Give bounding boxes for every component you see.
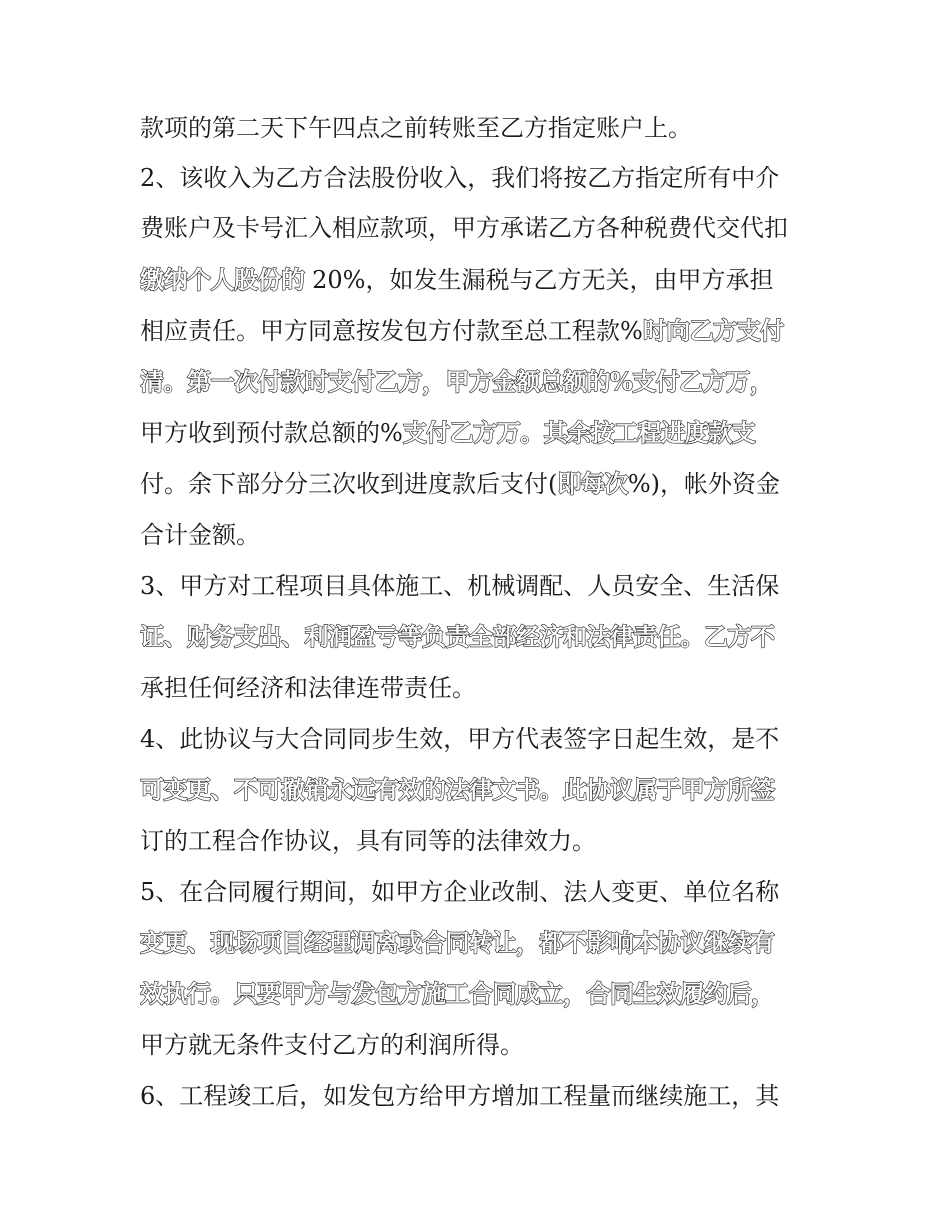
text-line xyxy=(140,1030,820,1060)
text-line xyxy=(140,622,820,652)
text-line xyxy=(140,367,820,397)
outlined-text-segment: 可变更、不可撤销永远有效的法律文书。此协议属于甲方所签 xyxy=(140,775,775,804)
text-segment: 承担任何经济和法律连带责任。 xyxy=(140,674,476,702)
outlined-text-segment: 时向乙方支付 xyxy=(642,316,784,345)
text-segment: 4、此协议与大合同同步生效，甲方代表签字日起生效，是不 xyxy=(140,725,780,753)
text-segment: 款项的第二天下午四点之前转账至乙方指定账户上。 xyxy=(140,114,692,142)
text-line xyxy=(140,265,820,295)
text-line xyxy=(140,520,820,550)
text-line xyxy=(140,928,820,958)
text-line xyxy=(140,316,820,346)
text-segment: 费账户及卡号汇入相应款项，甲方承诺乙方各种税费代交代扣 xyxy=(140,214,788,242)
text-segment: 甲方收到预付款总额的% xyxy=(140,419,403,447)
text-line xyxy=(140,877,820,907)
outlined-text-segment: 清。第一次付款时支付乙方，甲方金额总额的%支付乙方万， xyxy=(140,367,774,396)
text-segment: %)，帐外资金 xyxy=(627,470,781,498)
outlined-text-segment: 支付乙方万。其余按工程进度款支 xyxy=(402,418,756,447)
text-line xyxy=(140,571,820,601)
text-segment: 5、在合同履行期间，如甲方企业改制、法人变更、单位名称 xyxy=(140,878,780,906)
text-line xyxy=(140,775,820,805)
text-line xyxy=(140,979,820,1009)
outlined-text-segment: 证、财务支出、利润盈亏等负责全部经济和法律责任。乙方不 xyxy=(140,622,775,651)
text-segment: 相应责任。甲方同意按发包方付款至总工程款% xyxy=(140,317,643,345)
outlined-text-segment: 即每次 xyxy=(557,469,628,498)
text-segment: 2、该收入为乙方合法股份收入，我们将按乙方指定所有中介 xyxy=(140,164,780,192)
text-line xyxy=(140,724,820,754)
text-line xyxy=(140,673,820,703)
text-segment: 3、甲方对工程项目具体施工、机械调配、人员安全、生活保 xyxy=(140,572,780,600)
outlined-text-segment: 效执行。只要甲方与发包方施工合同成立，合同生效履约后， xyxy=(140,979,775,1008)
outlined-text-segment: 变更、现场项目经理调离或合同转让，都不影响本协议继续有 xyxy=(140,928,775,957)
text-line xyxy=(140,163,820,193)
text-line xyxy=(140,1081,820,1111)
text-line xyxy=(140,418,820,448)
outlined-text-segment: 缴纳个人股份的 xyxy=(140,265,305,294)
text-segment: 合计金额。 xyxy=(140,521,260,549)
text-line xyxy=(140,469,820,499)
text-segment: 20%，如发生漏税与乙方无关，由甲方承担 xyxy=(304,266,774,294)
text-segment: 6、工程竣工后，如发包方给甲方增加工程量而继续施工，其 xyxy=(140,1082,780,1110)
text-segment: 付。余下部分分三次收到进度款后支付( xyxy=(140,470,558,498)
text-line xyxy=(140,213,820,243)
text-line xyxy=(140,826,820,856)
text-segment: 甲方就无条件支付乙方的利润所得。 xyxy=(140,1031,524,1059)
text-segment: 订的工程合作协议，具有同等的法律效力。 xyxy=(140,827,596,855)
text-line xyxy=(140,113,820,143)
